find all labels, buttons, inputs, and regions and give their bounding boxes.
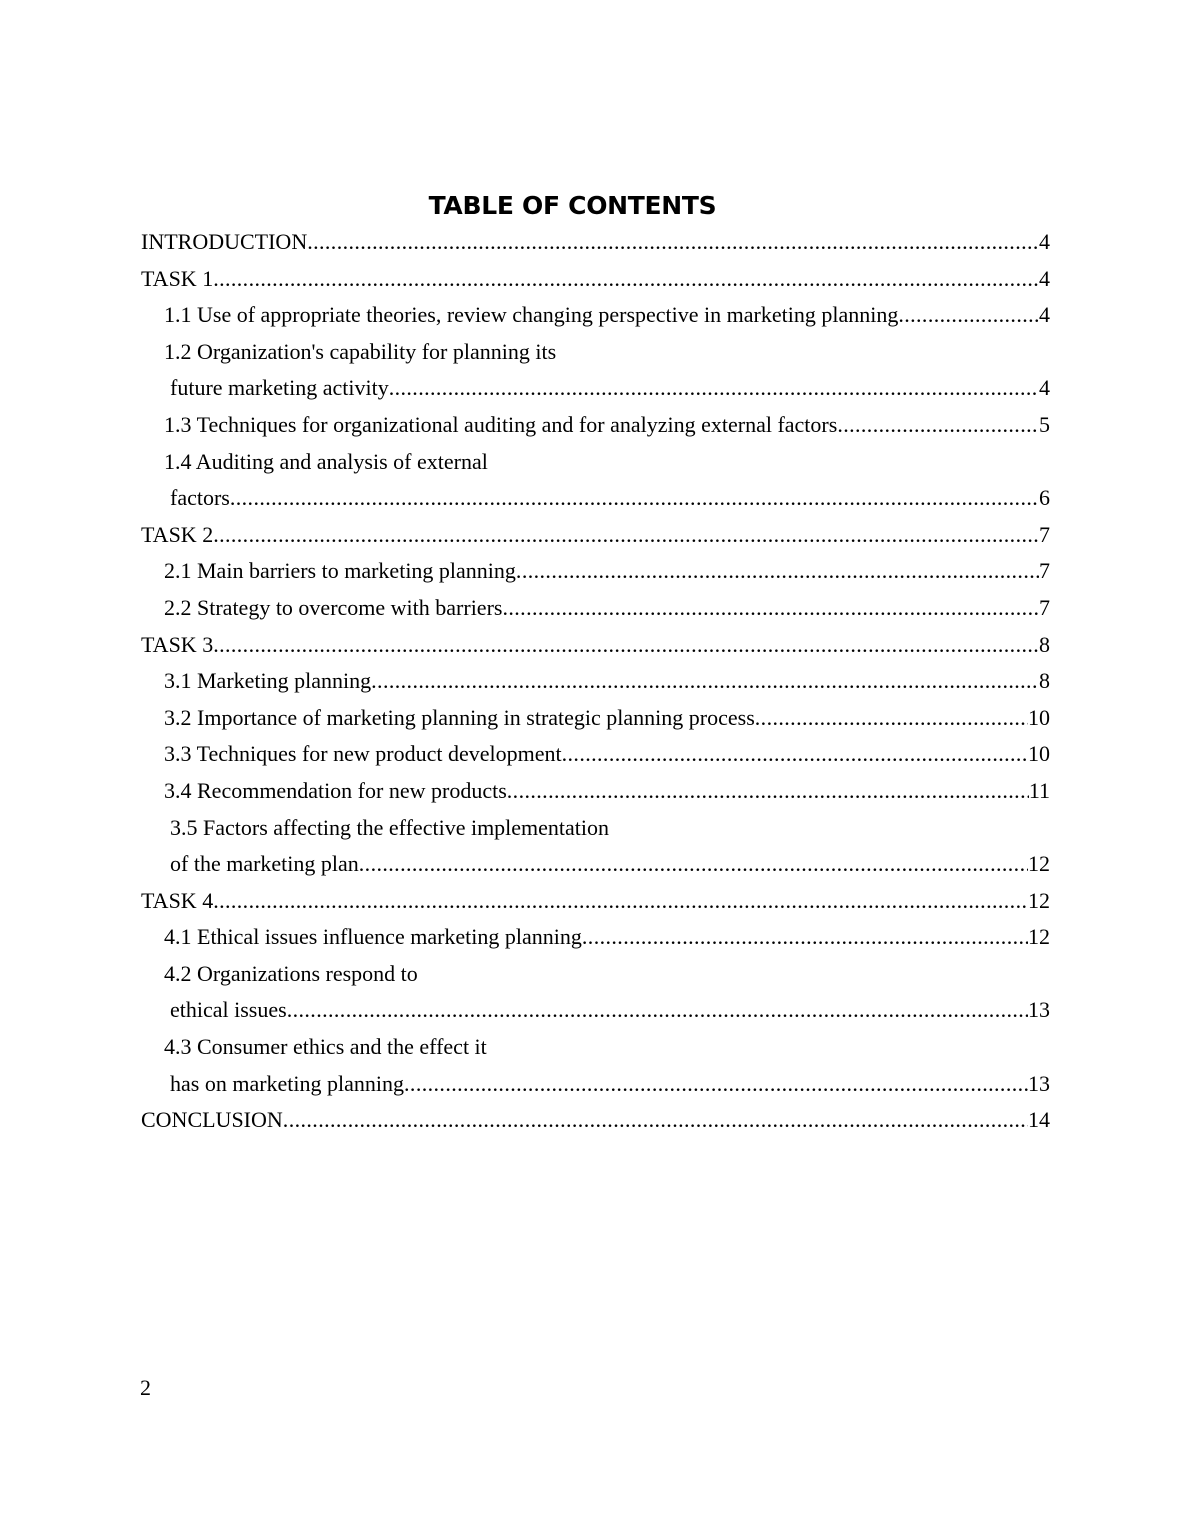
toc-entry-introduction[interactable] xyxy=(141,224,1050,261)
toc-page-number: 10 xyxy=(1028,741,1050,767)
toc-leader-dots xyxy=(213,261,1039,298)
toc-entry-label: TASK 4 xyxy=(141,887,214,913)
toc-entry-label: 2.2 Strategy to overcome with barriers xyxy=(164,594,503,620)
toc-entry-3-1[interactable] xyxy=(141,663,1050,700)
toc-entry-label: 4.2 Organizations respond to xyxy=(164,960,418,986)
toc-entry-label: 3.2 Importance of marketing planning in strategic planning process xyxy=(164,704,755,730)
toc-entry-label: 1.4 Auditing and analysis of external xyxy=(164,448,488,474)
toc-page-number: 11 xyxy=(1028,777,1050,803)
toc-leader-dots xyxy=(582,919,1028,956)
toc-leader-dots xyxy=(404,1066,1028,1103)
toc-leader-dots xyxy=(283,1102,1028,1139)
toc-leader-dots xyxy=(213,627,1039,664)
toc-entry-3-5[interactable] xyxy=(141,810,1050,847)
toc-entry-3-2[interactable] xyxy=(141,700,1050,737)
toc-entry-3-3[interactable] xyxy=(141,736,1050,773)
toc-leader-dots xyxy=(507,773,1029,810)
toc-page-number: 6 xyxy=(1039,485,1050,511)
toc-entry-conclusion[interactable] xyxy=(141,1102,1050,1139)
toc-entry-2-1[interactable] xyxy=(141,553,1050,590)
toc-page-number: 13 xyxy=(1028,997,1050,1023)
toc-leader-dots xyxy=(230,480,1039,517)
toc-entry-label: of the marketing plan xyxy=(170,851,359,877)
toc-entry-4-2-continued[interactable] xyxy=(141,992,1050,1029)
toc-entry-4-2[interactable] xyxy=(141,956,1050,993)
toc-leader-dots xyxy=(213,517,1039,554)
toc-entry-1-3[interactable] xyxy=(141,407,1050,444)
toc-leader-dots xyxy=(755,700,1028,737)
toc-entry-4-3[interactable] xyxy=(141,1029,1050,1066)
toc-entry-4-3-continued[interactable] xyxy=(141,1066,1050,1103)
toc-entry-1-4-continued[interactable] xyxy=(141,480,1050,517)
toc-entry-label: 3.5 Factors affecting the effective implementation xyxy=(170,814,610,840)
toc-entry-label: 4.3 Consumer ethics and the effect it xyxy=(164,1034,487,1060)
toc-leader-dots xyxy=(359,846,1028,883)
toc-entry-4-1[interactable] xyxy=(141,919,1050,956)
toc-leader-dots xyxy=(516,553,1039,590)
toc-entry-label: 3.4 Recommendation for new products xyxy=(164,777,507,803)
toc-entry-3-5-continued[interactable] xyxy=(141,846,1050,883)
toc-page-number: 4 xyxy=(1039,375,1050,401)
toc-entry-task-2[interactable] xyxy=(141,517,1050,554)
toc-entry-label: 4.1 Ethical issues influence marketing planning xyxy=(164,924,582,950)
toc-entry-label: has on marketing planning xyxy=(170,1070,405,1096)
toc-page-number: 7 xyxy=(1039,521,1050,547)
toc-leader-dots xyxy=(213,883,1028,920)
toc-leader-dots xyxy=(502,590,1039,627)
toc-entry-1-2[interactable] xyxy=(141,334,1050,371)
toc-entry-1-4[interactable] xyxy=(141,444,1050,481)
toc-entry-label: TASK 3 xyxy=(141,631,214,657)
toc-entry-1-1[interactable] xyxy=(141,297,1050,334)
toc-leader-dots xyxy=(307,224,1039,261)
toc-leader-dots xyxy=(837,407,1039,444)
toc-entry-3-4[interactable] xyxy=(141,773,1050,810)
toc-entry-label: 1.1 Use of appropriate theories, review changing perspective in marketing planning xyxy=(164,302,899,328)
toc-title: TABLE OF CONTENTS xyxy=(428,191,717,220)
toc-page-number: 5 xyxy=(1039,411,1050,437)
toc-page-number: 10 xyxy=(1028,704,1050,730)
table-of-contents xyxy=(141,224,1050,1139)
toc-entry-label: CONCLUSION xyxy=(141,1107,283,1133)
toc-entry-label: ethical issues xyxy=(170,997,287,1023)
toc-page-number: 12 xyxy=(1028,924,1050,950)
page-number: 2 xyxy=(140,1375,151,1400)
toc-page-number: 4 xyxy=(1039,302,1050,328)
toc-page-number: 8 xyxy=(1039,631,1050,657)
toc-leader-dots xyxy=(371,663,1039,700)
toc-leader-dots xyxy=(898,297,1039,334)
toc-entry-label: 3.1 Marketing planning xyxy=(164,668,372,694)
toc-entry-1-2-continued[interactable] xyxy=(141,370,1050,407)
toc-entry-2-2[interactable] xyxy=(141,590,1050,627)
toc-page-number: 13 xyxy=(1028,1070,1050,1096)
toc-entry-label: 1.2 Organization's capability for planning its xyxy=(164,338,557,364)
toc-entry-label: 1.3 Techniques for organizational auditing and for analyzing external factors xyxy=(164,411,838,437)
toc-page-number: 8 xyxy=(1039,668,1050,694)
toc-page-number: 7 xyxy=(1039,558,1050,584)
toc-entry-label: future marketing activity xyxy=(170,375,389,401)
toc-page-number: 4 xyxy=(1039,229,1050,254)
toc-entry-label: 3.3 Techniques for new product development xyxy=(164,741,562,767)
toc-leader-dots xyxy=(389,370,1039,407)
toc-entry-label: TASK 2 xyxy=(141,521,214,547)
toc-entry-task-3[interactable] xyxy=(141,627,1050,664)
toc-leader-dots xyxy=(287,992,1028,1029)
toc-entry-task-1[interactable] xyxy=(141,261,1050,298)
toc-leader-dots xyxy=(562,736,1028,773)
toc-page-number: 12 xyxy=(1028,851,1050,877)
toc-page-number: 14 xyxy=(1028,1107,1050,1133)
toc-entry-label: INTRODUCTION xyxy=(141,229,308,254)
toc-entry-task-4[interactable] xyxy=(141,883,1050,920)
toc-page-number: 7 xyxy=(1039,594,1050,620)
toc-entry-label: factors xyxy=(170,485,230,511)
toc-page-number: 4 xyxy=(1039,265,1050,291)
toc-entry-label: 2.1 Main barriers to marketing planning xyxy=(164,558,516,584)
toc-entry-label: TASK 1 xyxy=(141,265,214,291)
toc-page-number: 12 xyxy=(1028,887,1050,913)
